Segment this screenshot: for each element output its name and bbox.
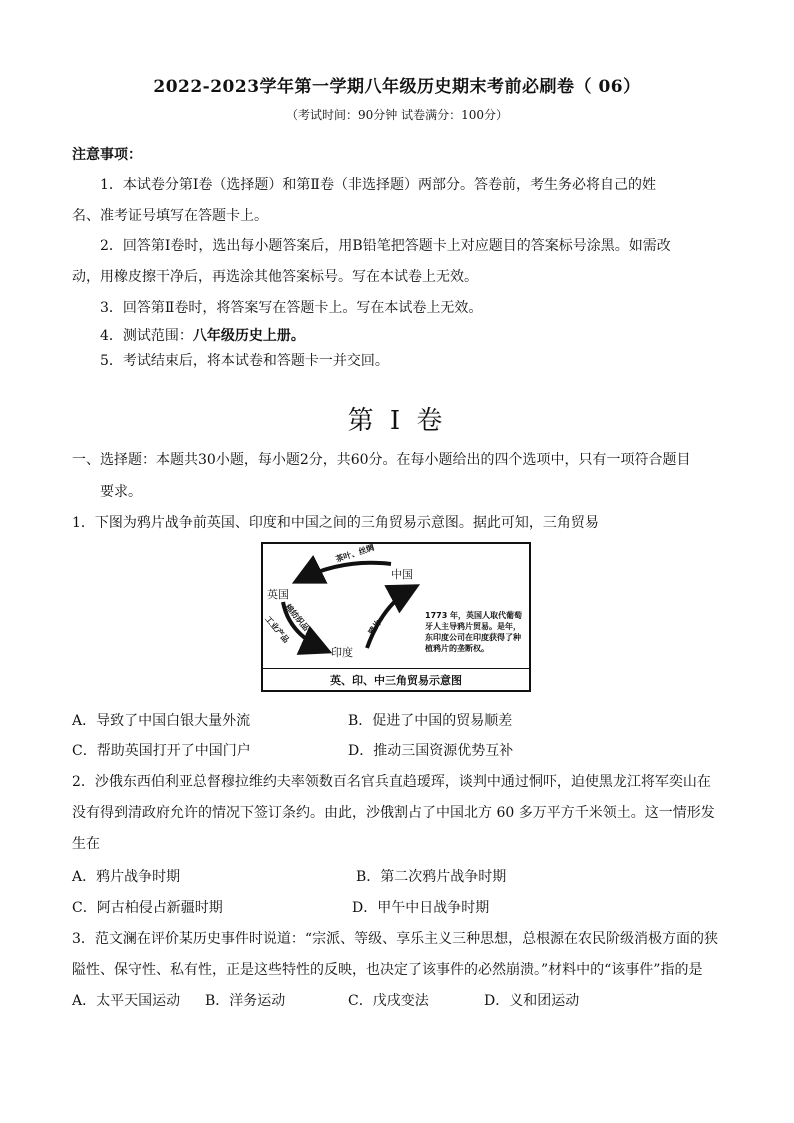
q2-stem-line-3: 生在 xyxy=(72,836,100,852)
label-britain: 英国 xyxy=(267,588,289,601)
q2-option-b[interactable]: B．第二次鸦片战争时期 xyxy=(356,869,507,885)
q3-option-c[interactable]: C．戊戌变法 xyxy=(348,993,429,1009)
label-india: 印度 xyxy=(331,646,353,659)
q2-option-a[interactable]: A．鸦片战争时期 xyxy=(72,869,181,885)
label-tea-silk: 茶叶、丝绸 xyxy=(334,543,376,564)
triangle-trade-figure xyxy=(261,542,531,692)
notice-item-4-prefix: 4．测试范围： xyxy=(100,328,193,344)
section-instructions-line-1: 一、选择题：本题共30小题，每小题2分，共60分。在每小题给出的四个选项中，只有一项符合题目 xyxy=(72,452,691,468)
q1-option-d[interactable]: D．推动三国资源优势互补 xyxy=(348,743,514,759)
notice-item-2-line-2: 动，用橡皮擦干净后，再选涂其他答案标号。写在本试卷上无效。 xyxy=(72,269,478,285)
label-cotton: 棉纺织品 xyxy=(283,602,311,633)
figure-caption: 英、印、中三角贸易示意图 xyxy=(263,668,529,688)
notice-item-3: 3．回答第Ⅱ卷时，将答案写在答题卡上。写在本试卷上无效。 xyxy=(100,300,483,316)
q2-stem-line-1: 2．沙俄东西伯利亚总督穆拉维约夫率领数百名官兵直趋瑷珲，谈判中通过恫吓，迫使黑龙江将军奕山在 xyxy=(72,774,711,790)
notice-item-1-line-1: 1．本试卷分第Ⅰ卷（选择题）和第Ⅱ卷（非选择题）两部分。答卷前，考生务必将自己的姓 xyxy=(100,177,656,193)
q2-option-c[interactable]: C．阿古柏侵占新疆时期 xyxy=(72,900,223,916)
arrow-china-to-britain xyxy=(299,563,391,580)
q3-option-d[interactable]: D．义和团运动 xyxy=(484,993,580,1009)
q2-option-d[interactable]: D．甲午中日战争时期 xyxy=(352,900,490,916)
notice-item-1-line-2: 名、准考证号填写在答题卡上。 xyxy=(72,208,268,224)
q3-stem-line-1: 3．范文澜在评价某历史事件时说道：“宗派、等级、享乐主义三种思想，总根源在农民阶级消极方面的狭 xyxy=(72,931,719,947)
label-opium: 鸦片 xyxy=(366,618,384,637)
notice-heading: 注意事项： xyxy=(72,147,142,163)
q1-option-b[interactable]: B．促进了中国的贸易顺差 xyxy=(348,713,513,729)
figure-note: 1773 年，英国人取代葡萄牙人主导鸦片贸易。是年，东印度公司在印度获得了种植鸦片的垄断权。 xyxy=(425,611,523,653)
q3-option-b[interactable]: B．洋务运动 xyxy=(205,993,286,1009)
notice-item-4 xyxy=(100,325,305,345)
page-title: 2022-2023学年第一学期八年级历史期末考前必刷卷（ 06） xyxy=(153,77,641,97)
label-china: 中国 xyxy=(391,568,413,581)
q1-stem: 1．下图为鸦片战争前英国、印度和中国之间的三角贸易示意图。据此可知，三角贸易 xyxy=(72,515,599,531)
q3-stem-line-2: 隘性、保守性、私有性，正是这些特性的反映，也决定了该事件的必然崩溃。”材料中的“该事件”指的是 xyxy=(72,962,703,978)
q2-stem-line-2: 没有得到清政府允许的情况下签订条约。由此，沙俄割占了中国北方 60 多万平方千米领土。这一情形发 xyxy=(72,805,715,821)
label-industrial: 工业产品 xyxy=(263,614,291,645)
q3-option-a[interactable]: A．太平天国运动 xyxy=(72,993,181,1009)
notice-item-5: 5．考试结束后，将本试卷和答题卡一并交回。 xyxy=(100,353,389,369)
section-instructions-line-2: 要求。 xyxy=(100,484,142,500)
test-scope: 八年级历史上册。 xyxy=(192,328,305,344)
notice-item-2-line-1: 2．回答第Ⅰ卷时，选出每小题答案后，用B铅笔把答题卡上对应题目的答案标号涂黑。如需改 xyxy=(100,238,671,254)
q1-option-a[interactable]: A．导致了中国白银大量外流 xyxy=(72,713,251,729)
exam-info: （考试时间：90分钟 试卷满分：100分） xyxy=(286,108,508,122)
q1-option-c[interactable]: C．帮助英国打开了中国门户 xyxy=(72,743,251,759)
section-title: 第 I 卷 xyxy=(347,406,447,436)
